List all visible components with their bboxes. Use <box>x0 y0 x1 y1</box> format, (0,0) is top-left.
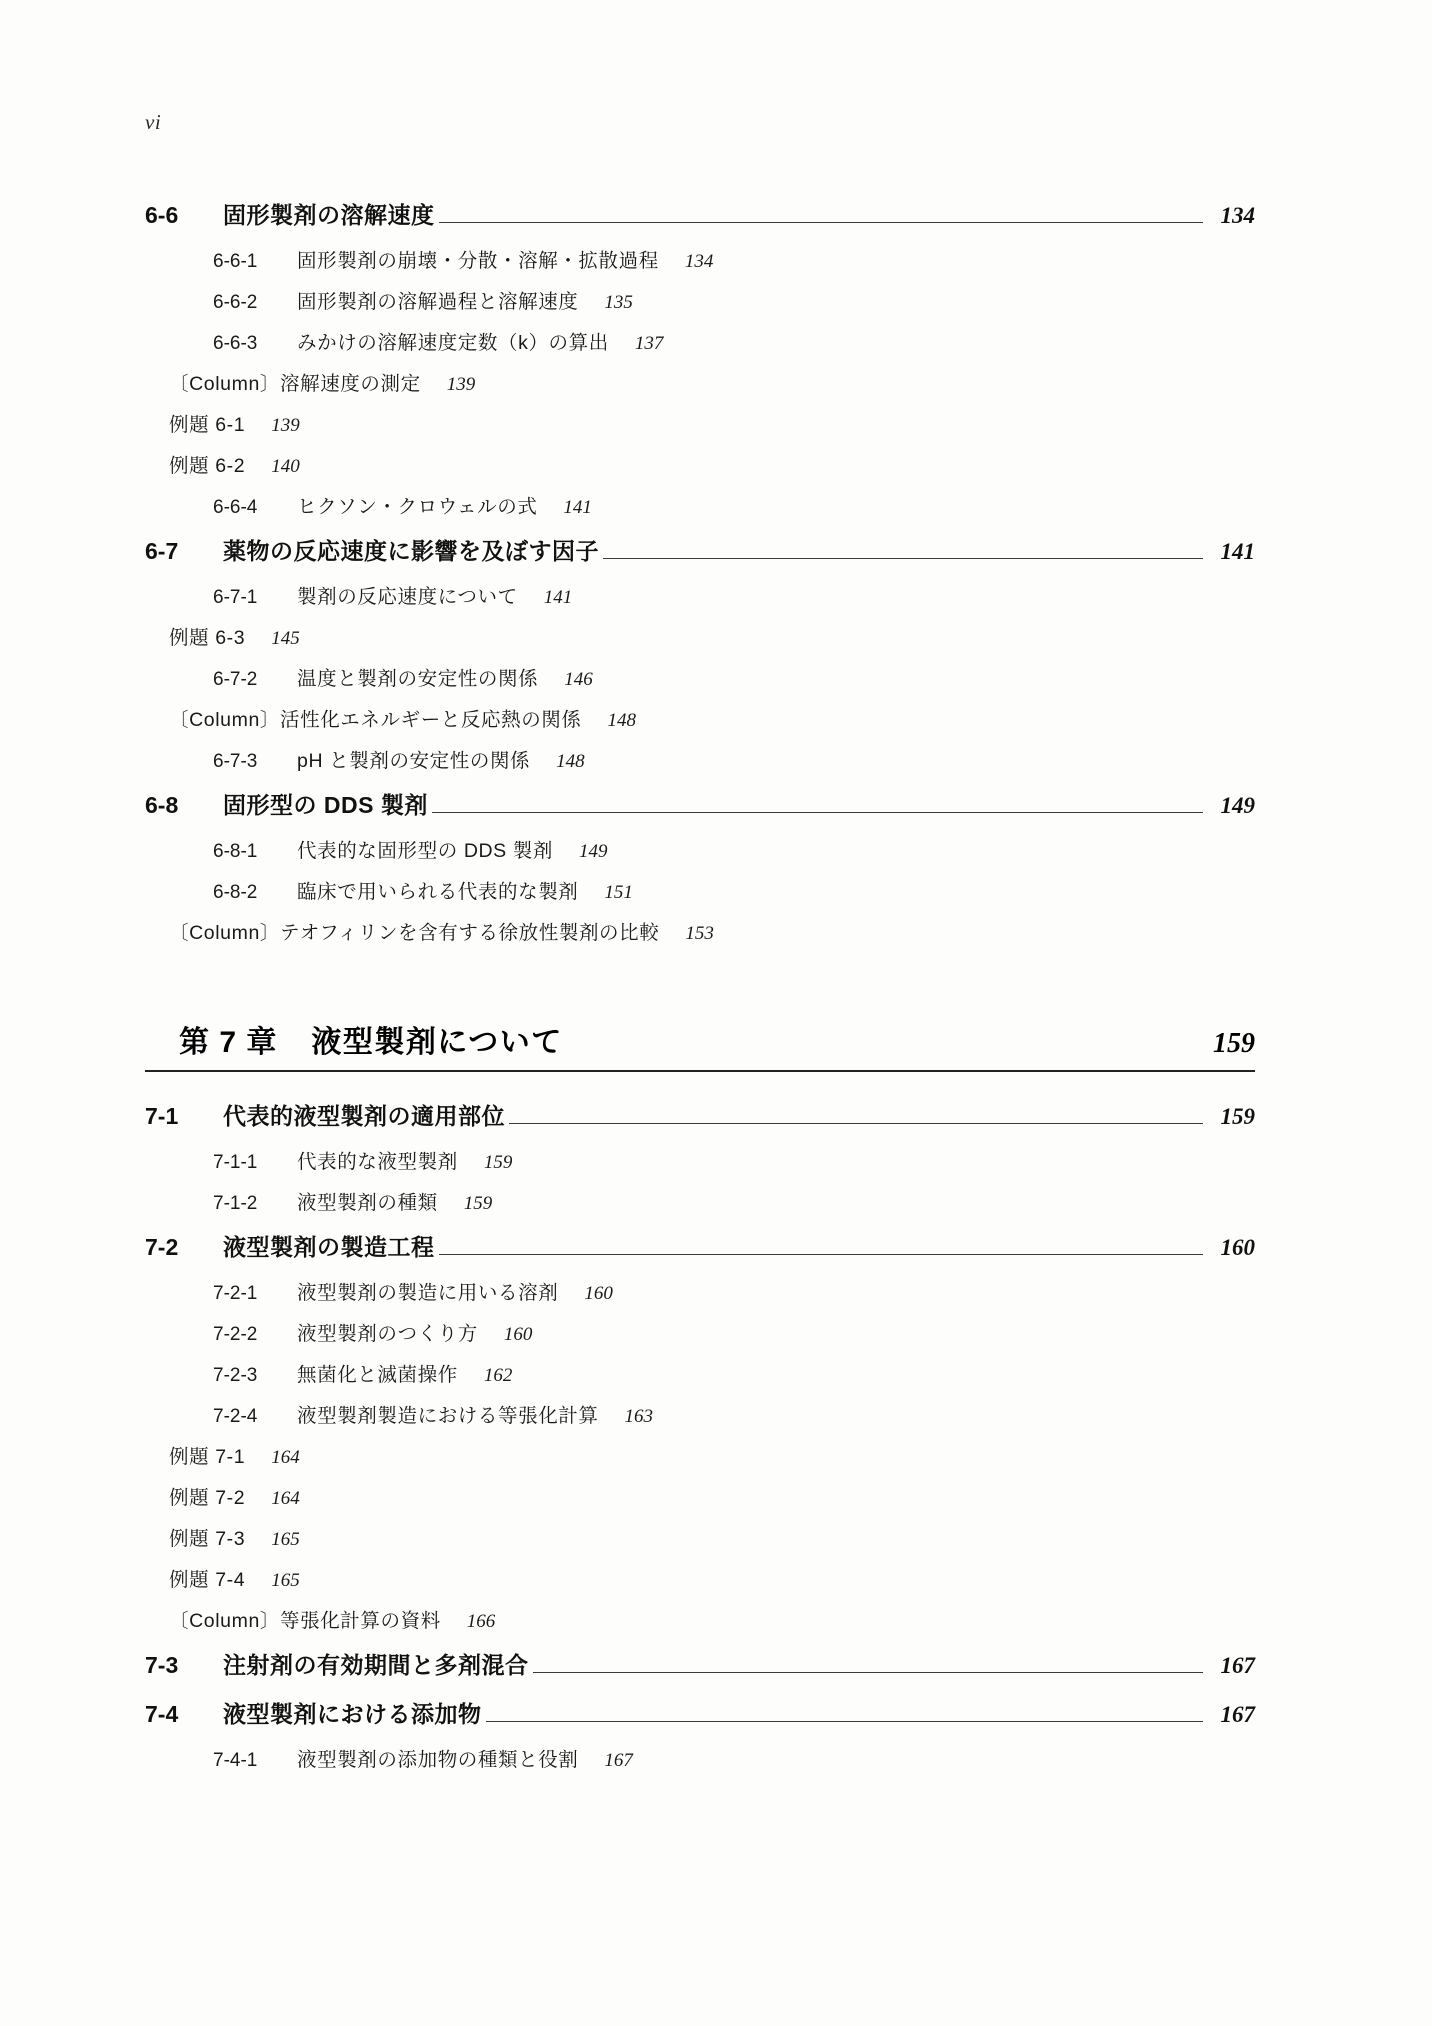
toc-subsection-entry[interactable] <box>145 826 1255 863</box>
toc-section-number: 7-1 <box>145 1103 179 1129</box>
toc-leader <box>439 1253 1204 1255</box>
toc-note-page: 153 <box>685 923 714 944</box>
toc-subsection-title: 臨床で用いられる代表的な製剤 <box>297 881 579 903</box>
toc-section-page: 141 <box>1220 539 1255 564</box>
toc-subsection-page: 163 <box>624 1406 654 1427</box>
toc-section-title: 液型製剤における添加物 <box>223 1701 482 1727</box>
toc-subsection-title: 固形製剤の崩壊・分散・溶解・拡散過程 <box>297 250 659 272</box>
toc-subsection-title: 代表的な固形型の DDS 製剤 <box>297 840 554 862</box>
toc-subsection-page: 151 <box>604 882 633 903</box>
toc-subsection-title: 固形製剤の溶解過程と溶解速度 <box>297 291 579 313</box>
toc-note-entry[interactable] <box>145 1432 1255 1469</box>
toc-subsection-entry[interactable] <box>145 654 1255 691</box>
toc-subsection-entry[interactable] <box>145 1178 1255 1215</box>
toc-subsection-number: 7-1-2 <box>213 1193 258 1214</box>
toc-subsection-entry[interactable] <box>145 1391 1255 1428</box>
toc-subsection-number: 7-1-1 <box>213 1152 258 1173</box>
toc-subsection-page: 135 <box>604 292 633 313</box>
toc-subsection-page: 137 <box>634 333 664 354</box>
toc-subsection-page: 159 <box>463 1193 493 1214</box>
toc-note-page: 140 <box>271 456 300 477</box>
toc-subsection-number: 7-2-2 <box>213 1324 258 1345</box>
toc-note-entry[interactable] <box>145 695 1255 732</box>
toc-section-page: 167 <box>1220 1702 1255 1727</box>
toc-subsection-entry[interactable] <box>145 1350 1255 1387</box>
toc-section-entry[interactable] <box>145 1637 1255 1680</box>
toc-chapter-page: 159 <box>1213 1028 1255 1059</box>
toc-subsection-entry[interactable] <box>145 277 1255 314</box>
toc-section-page: 134 <box>1220 203 1255 228</box>
toc-subsection-page: 141 <box>543 587 573 608</box>
toc-note-entry[interactable] <box>145 1555 1255 1592</box>
toc-section-page: 167 <box>1220 1653 1255 1678</box>
toc-subsection-title: みかけの溶解速度定数（k）の算出 <box>297 332 609 354</box>
toc-section-page: 149 <box>1220 793 1255 818</box>
toc-note-page: 139 <box>271 415 300 436</box>
toc-note-title: 〔Column〕活性化エネルギーと反応熱の関係 <box>169 709 582 731</box>
toc-subsection-number: 6-7-1 <box>213 587 258 608</box>
toc-note-title: 例題 6-3 <box>169 627 246 649</box>
toc-chapter-entry[interactable] <box>145 1017 1255 1072</box>
toc-leader <box>432 811 1203 813</box>
toc-subsection-title: 製剤の反応速度について <box>297 586 518 608</box>
toc-subsection-entry[interactable] <box>145 572 1255 609</box>
toc-note-page: 165 <box>271 1529 300 1550</box>
toc-section-title: 注射剤の有効期間と多剤混合 <box>223 1652 529 1678</box>
toc-note-entry[interactable] <box>145 1596 1255 1633</box>
toc-leader <box>509 1122 1203 1124</box>
toc-note-page: 165 <box>271 1570 300 1591</box>
toc-subsection-title: 液型製剤の種類 <box>297 1192 438 1214</box>
toc-subsection-entry[interactable] <box>145 1137 1255 1174</box>
toc-subsection-title: 代表的な液型製剤 <box>297 1151 458 1173</box>
toc-subsection-number: 6-6-3 <box>213 333 258 354</box>
toc-subsection-entry[interactable] <box>145 482 1255 519</box>
toc-subsection-page: 148 <box>556 751 585 772</box>
toc-note-page: 164 <box>271 1447 300 1468</box>
toc-subsection-page: 160 <box>503 1324 533 1345</box>
toc-note-title: 例題 6-2 <box>169 455 246 477</box>
toc-subsection-title: 液型製剤の製造に用いる溶剤 <box>297 1282 559 1304</box>
toc-section-number: 6-8 <box>145 792 179 818</box>
toc-note-title: 例題 7-3 <box>169 1528 246 1550</box>
toc-subsection-entry[interactable] <box>145 867 1255 904</box>
toc-subsection-entry[interactable] <box>145 236 1255 273</box>
toc-subsection-title: 液型製剤の添加物の種類と役割 <box>297 1749 579 1771</box>
toc-subsection-page: 134 <box>684 251 714 272</box>
toc-section-entry[interactable] <box>145 523 1255 566</box>
toc-note-entry[interactable] <box>145 359 1255 396</box>
toc-note-entry[interactable] <box>145 400 1255 437</box>
toc-subsection-entry[interactable] <box>145 1735 1255 1772</box>
toc-subsection-number: 7-2-4 <box>213 1406 258 1427</box>
toc-subsection-entry[interactable] <box>145 1268 1255 1305</box>
toc-section-title: 固形型の DDS 製剤 <box>223 792 428 818</box>
toc-subsection-page: 162 <box>483 1365 513 1386</box>
toc-subsection-entry[interactable] <box>145 736 1255 773</box>
toc-subsection-title: 液型製剤製造における等張化計算 <box>297 1405 599 1427</box>
toc-subsection-page: 167 <box>604 1750 633 1771</box>
toc-section-entry[interactable] <box>145 777 1255 820</box>
toc-section-number: 6-7 <box>145 538 179 564</box>
toc-section-title: 代表的液型製剤の適用部位 <box>223 1103 505 1129</box>
toc-note-title: 例題 7-2 <box>169 1487 246 1509</box>
toc-note-page: 166 <box>466 1611 496 1632</box>
toc-subsection-page: 149 <box>579 841 608 862</box>
toc-note-page: 139 <box>446 374 476 395</box>
toc-section-page: 160 <box>1220 1235 1255 1260</box>
toc-note-entry[interactable] <box>145 613 1255 650</box>
toc-section-entry[interactable] <box>145 1219 1255 1262</box>
toc-note-title: 例題 7-4 <box>169 1569 246 1591</box>
toc-section-number: 7-4 <box>145 1701 179 1727</box>
toc-subsection-number: 6-6-2 <box>213 292 258 313</box>
toc-subsection-number: 6-6-1 <box>213 251 258 272</box>
page-folio: vi <box>145 110 162 134</box>
toc-subsection-number: 7-2-1 <box>213 1283 258 1304</box>
toc-leader <box>486 1720 1204 1722</box>
toc-section-entry[interactable] <box>145 1088 1255 1131</box>
toc-subsection-page: 141 <box>563 497 592 518</box>
toc-subsection-number: 6-8-2 <box>213 882 258 903</box>
toc-subsection-number: 6-6-4 <box>213 497 258 518</box>
toc-note-entry[interactable] <box>145 441 1255 478</box>
toc-note-entry[interactable] <box>145 1514 1255 1551</box>
toc-note-page: 148 <box>607 710 636 731</box>
toc-leader <box>533 1671 1204 1673</box>
toc-section-title: 薬物の反応速度に影響を及ぼす因子 <box>223 538 599 564</box>
toc-subsection-title: ヒクソン・クロウェルの式 <box>297 496 538 518</box>
toc-note-title: 〔Column〕等張化計算の資料 <box>169 1610 441 1632</box>
toc-note-title: 〔Column〕テオフィリンを含有する徐放性製剤の比較 <box>169 922 660 944</box>
toc-note-entry[interactable] <box>145 1473 1255 1510</box>
toc-subsection-number: 6-8-1 <box>213 841 258 862</box>
toc-note-page: 145 <box>271 628 300 649</box>
toc-subsection-entry[interactable] <box>145 1309 1255 1346</box>
toc-leader <box>439 221 1204 223</box>
toc-chapter-number: 第 7 章 <box>179 1026 278 1059</box>
toc-subsection-page: 159 <box>483 1152 513 1173</box>
toc-leader <box>603 557 1203 559</box>
toc-section-page: 159 <box>1220 1104 1255 1129</box>
toc-section-title: 液型製剤の製造工程 <box>223 1234 435 1260</box>
toc-subsection-page: 160 <box>584 1283 613 1304</box>
toc-subsection-title: 無菌化と滅菌操作 <box>297 1364 458 1386</box>
toc-subsection-number: 6-7-3 <box>213 751 258 772</box>
toc-content <box>145 110 1255 1776</box>
toc-subsection-number: 7-4-1 <box>213 1750 258 1771</box>
toc-subsection-page: 146 <box>564 669 593 690</box>
toc-subsection-title: 温度と製剤の安定性の関係 <box>297 668 539 690</box>
toc-chapter-title: 液型製剤について <box>311 1026 563 1059</box>
toc-subsection-title: pH と製剤の安定性の関係 <box>297 750 531 772</box>
toc-note-entry[interactable] <box>145 908 1255 945</box>
toc-list <box>145 187 1255 1772</box>
toc-note-title: 〔Column〕溶解速度の測定 <box>169 373 421 395</box>
toc-subsection-title: 液型製剤のつくり方 <box>297 1323 478 1345</box>
toc-note-title: 例題 7-1 <box>169 1446 246 1468</box>
toc-section-number: 6-6 <box>145 202 179 228</box>
toc-section-entry[interactable] <box>145 187 1255 230</box>
toc-section-entry[interactable] <box>145 1686 1255 1729</box>
toc-subsection-number: 7-2-3 <box>213 1365 258 1386</box>
toc-section-number: 7-2 <box>145 1234 179 1260</box>
toc-section-title: 固形製剤の溶解速度 <box>223 202 435 228</box>
toc-subsection-number: 6-7-2 <box>213 669 258 690</box>
toc-note-title: 例題 6-1 <box>169 414 246 436</box>
toc-subsection-entry[interactable] <box>145 318 1255 355</box>
toc-note-page: 164 <box>271 1488 300 1509</box>
toc-section-number: 7-3 <box>145 1652 179 1678</box>
